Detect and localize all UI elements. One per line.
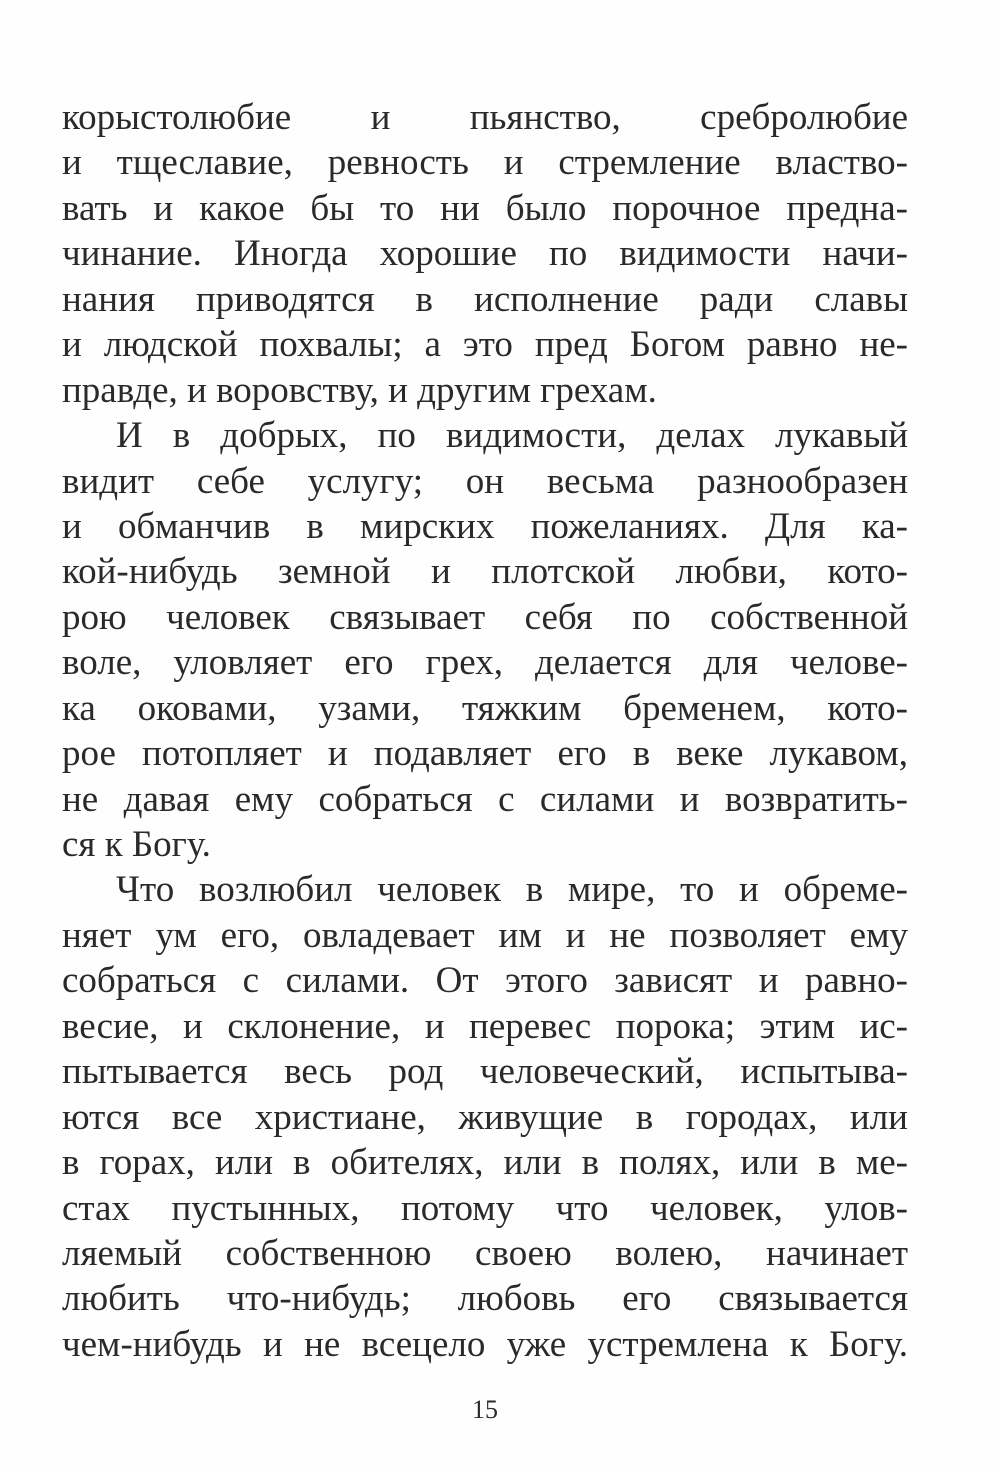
text-line: пытывается весь род человеческий, испытыва- xyxy=(62,1051,908,1093)
text-line: рое потопляет и подавляет его в веке лукавом, xyxy=(62,733,908,775)
text-line: няет ум его, овладевает им и не позволяет ему xyxy=(62,914,908,956)
text-line: ляемый собственною своею волею, начинает xyxy=(62,1232,908,1274)
text-line: рою человек связывает себя по собственной xyxy=(62,596,908,638)
text-line: корыстолюбие и пьянство, сребролюбие xyxy=(62,97,908,138)
paragraph-start-line: Что возлюбил человек в мире, то и обреме- xyxy=(116,869,908,911)
text-line: в горах, или в обителях, или в полях, или в ме- xyxy=(62,1142,908,1184)
text-line: любить что-нибудь; любовь его связывается xyxy=(62,1278,908,1320)
text-line: весие, и склонение, и перевес порока; этим ис- xyxy=(62,1005,908,1047)
text-line: нания приводятся в исполнение ради славы xyxy=(62,278,908,320)
text-line: правде, и воровству, и другим грехам. xyxy=(62,369,657,411)
text-line: ся к Богу. xyxy=(62,824,211,865)
text-line: чем-нибудь и не всецело уже устремлена к Богу. xyxy=(62,1323,908,1365)
text-line: воле, уловляет его грех, делается для челове- xyxy=(62,642,908,684)
body-text xyxy=(62,95,908,1367)
text-line: кой-нибудь земной и плотской любви, кото- xyxy=(62,551,908,593)
text-line: ются все христиане, живущие в городах, или xyxy=(62,1096,908,1138)
text-line: не давая ему собраться с силами и возвратить- xyxy=(62,778,908,820)
text-line: чинание. Иногда хорошие по видимости начи- xyxy=(62,233,908,275)
text-line: ка оковами, узами, тяжким бременем, кото- xyxy=(62,687,908,729)
text-line: стах пустынных, потому что человек, улов- xyxy=(62,1187,908,1229)
text-line: вать и какое бы то ни было порочное предна- xyxy=(62,187,908,229)
text-line: видит себе услугу; он весьма разнообразен xyxy=(62,460,908,502)
text-line: собраться с силами. От этого зависят и равно- xyxy=(62,960,908,1002)
page-number: 15 xyxy=(472,1395,498,1424)
text-line: и обманчив в мирских пожеланиях. Для ка- xyxy=(62,505,908,547)
text-line: и людской похвалы; а это пред Богом равно не- xyxy=(62,324,908,366)
paragraph-start-line: И в добрых, по видимости, делах лукавый xyxy=(116,415,908,457)
text-line: и тщеславие, ревность и стремление властво- xyxy=(62,142,908,184)
